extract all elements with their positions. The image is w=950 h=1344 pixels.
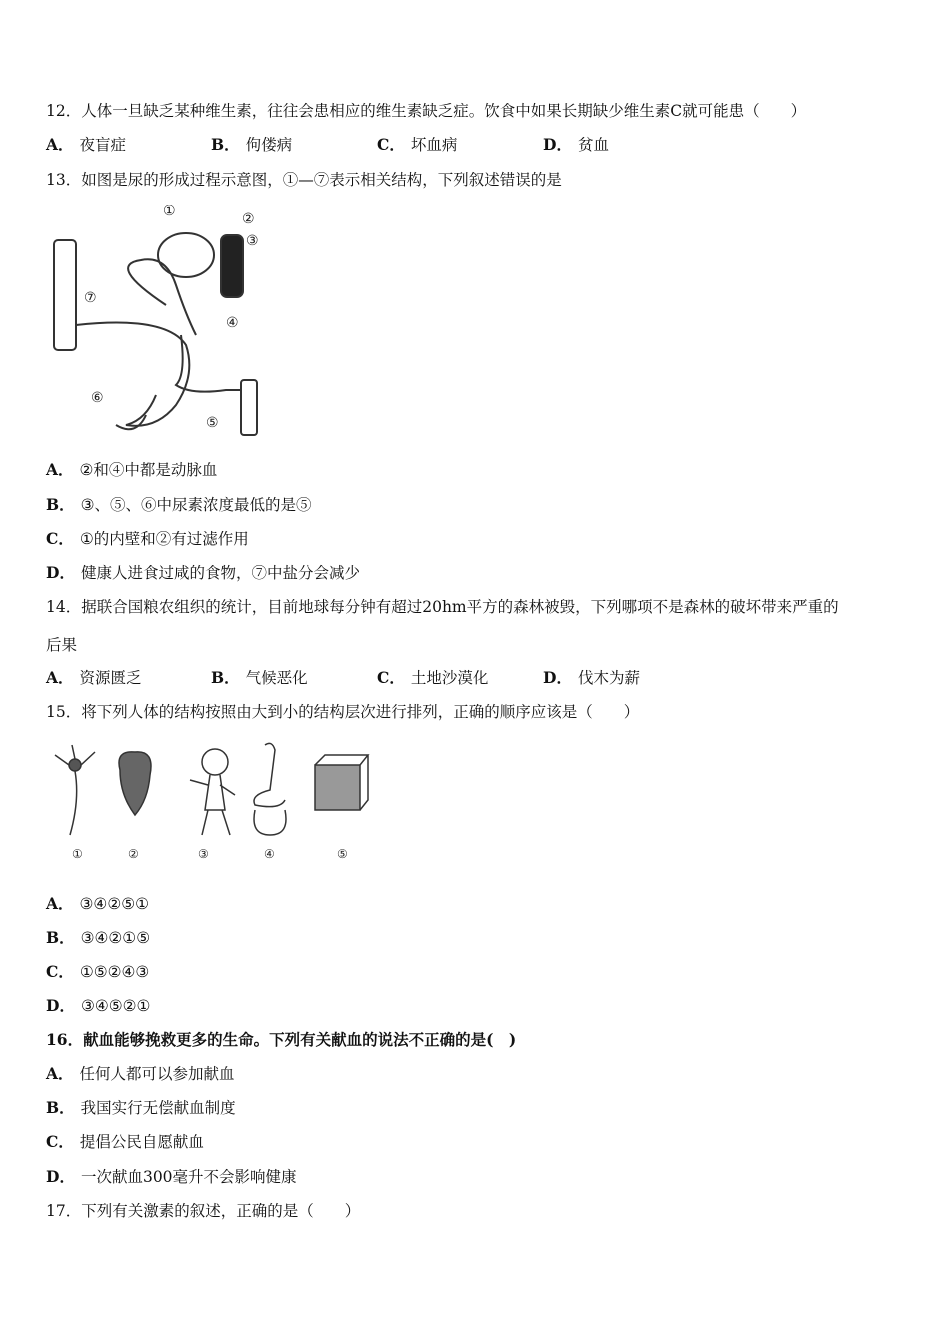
question-15-stem: 15．将下列人体的结构按照由大到小的结构层次进行排列，正确的顺序应该是（ ）: [46, 703, 640, 721]
option-text: ③④⑤②①: [80, 997, 151, 1015]
figure-label: ④: [226, 315, 239, 331]
tissue-icon: [315, 755, 368, 810]
option-text: ②和④中都是动脉血: [79, 461, 218, 479]
option-label: A．: [46, 135, 74, 154]
option-label: A．: [46, 1064, 74, 1083]
option-text: 伐木为薪: [577, 669, 640, 687]
heart-icon: [119, 752, 151, 815]
q13-option-b[interactable]: [46, 495, 312, 515]
option-label: D．: [46, 563, 75, 582]
neuron-icon: [55, 745, 95, 835]
figure-label: ①: [72, 847, 83, 861]
option-label: D．: [543, 135, 572, 154]
option-text: 任何人都可以参加献血: [79, 1065, 235, 1083]
question-14-stem-line1: 14．据联合国粮农组织的统计，目前地球每分钟有超过20hm平方的森林被毁，下列哪项不是森林的破坏带来严重的: [46, 598, 839, 616]
q12-option-c[interactable]: [377, 135, 457, 155]
q13-option-a[interactable]: [46, 460, 217, 480]
q16-option-a[interactable]: [46, 1064, 235, 1084]
option-text: 气候恶化: [245, 669, 308, 687]
figure-label: ②: [242, 211, 255, 227]
option-label: C．: [46, 1132, 74, 1151]
option-label: A．: [46, 668, 74, 687]
nephron-diagram: [46, 205, 276, 443]
q14-option-c[interactable]: [377, 668, 488, 688]
option-label: A．: [46, 460, 74, 479]
option-text: ①⑤②④③: [79, 963, 150, 981]
option-label: C．: [377, 135, 405, 154]
figure-label: ⑤: [337, 847, 348, 861]
option-text: 提倡公民自愿献血: [79, 1133, 204, 1151]
option-label: D．: [543, 668, 572, 687]
option-text: ③、⑤、⑥中尿素浓度最低的是⑤: [80, 496, 312, 514]
figure-label: ①: [163, 205, 176, 219]
q14-option-a[interactable]: [46, 668, 142, 688]
option-text: 我国实行无偿献血制度: [80, 1099, 236, 1117]
option-text: 一次献血300毫升不会影响健康: [80, 1168, 297, 1186]
option-label: C．: [46, 529, 74, 548]
figure-label: ⑥: [91, 390, 104, 406]
figure-label: ②: [128, 847, 139, 861]
q15-option-b[interactable]: [46, 928, 150, 948]
option-label: B．: [46, 495, 75, 514]
option-label: B．: [211, 668, 240, 687]
option-label: B．: [46, 928, 75, 947]
q13-option-d[interactable]: [46, 563, 360, 583]
figure-label: ③: [246, 233, 259, 249]
q14-option-d[interactable]: [543, 668, 640, 688]
figure-label: ⑤: [206, 415, 219, 431]
option-label: B．: [46, 1098, 75, 1117]
option-label: D．: [46, 1167, 75, 1186]
q16-option-b[interactable]: [46, 1098, 236, 1118]
option-label: B．: [211, 135, 240, 154]
option-text: 贫血: [577, 136, 609, 154]
digestive-system-icon: [254, 743, 286, 835]
option-text: ①的内壁和②有过滤作用: [79, 530, 249, 548]
question-17-stem: 17．下列有关激素的叙述，正确的是（ ）: [46, 1202, 361, 1220]
body-structures-figure: [50, 740, 370, 865]
figure-label: ④: [264, 847, 275, 861]
q12-option-b[interactable]: [211, 135, 292, 155]
option-text: ③④②①⑤: [80, 929, 151, 947]
q15-option-d[interactable]: [46, 996, 150, 1016]
q12-option-a[interactable]: [46, 135, 126, 155]
option-text: 佝偻病: [245, 136, 293, 154]
q14-option-b[interactable]: [211, 668, 308, 688]
question-14-stem-line2: 后果: [46, 636, 78, 654]
question-12-stem: 12．人体一旦缺乏某种维生素，往往会患相应的维生素缺乏症。饮食中如果长期缺少维生素C就可能患（ ）: [46, 102, 807, 120]
q13-option-c[interactable]: [46, 529, 249, 549]
figure-label: ③: [198, 847, 209, 861]
option-label: D．: [46, 996, 75, 1015]
option-label: A．: [46, 894, 74, 913]
q16-option-d[interactable]: [46, 1167, 297, 1187]
girl-icon: [190, 749, 235, 835]
figure-label: ⑦: [84, 290, 97, 306]
option-text: 健康人进食过咸的食物，⑦中盐分会减少: [80, 564, 360, 582]
q15-option-a[interactable]: [46, 894, 149, 914]
option-text: ③④②⑤①: [79, 895, 150, 913]
q16-option-c[interactable]: [46, 1132, 204, 1152]
option-text: 资源匮乏: [79, 669, 142, 687]
option-text: 坏血病: [410, 136, 458, 154]
option-label: C．: [46, 962, 74, 981]
question-13-stem: 13．如图是尿的形成过程示意图，①—⑦表示相关结构，下列叙述错误的是: [46, 171, 562, 189]
option-label: C．: [377, 668, 405, 687]
q12-option-d[interactable]: [543, 135, 609, 155]
q15-option-c[interactable]: [46, 962, 149, 982]
option-text: 土地沙漠化: [410, 669, 489, 687]
option-text: 夜盲症: [79, 136, 127, 154]
question-16-stem: 16．献血能够挽救更多的生命。下列有关献血的说法不正确的是( ): [46, 1030, 517, 1049]
